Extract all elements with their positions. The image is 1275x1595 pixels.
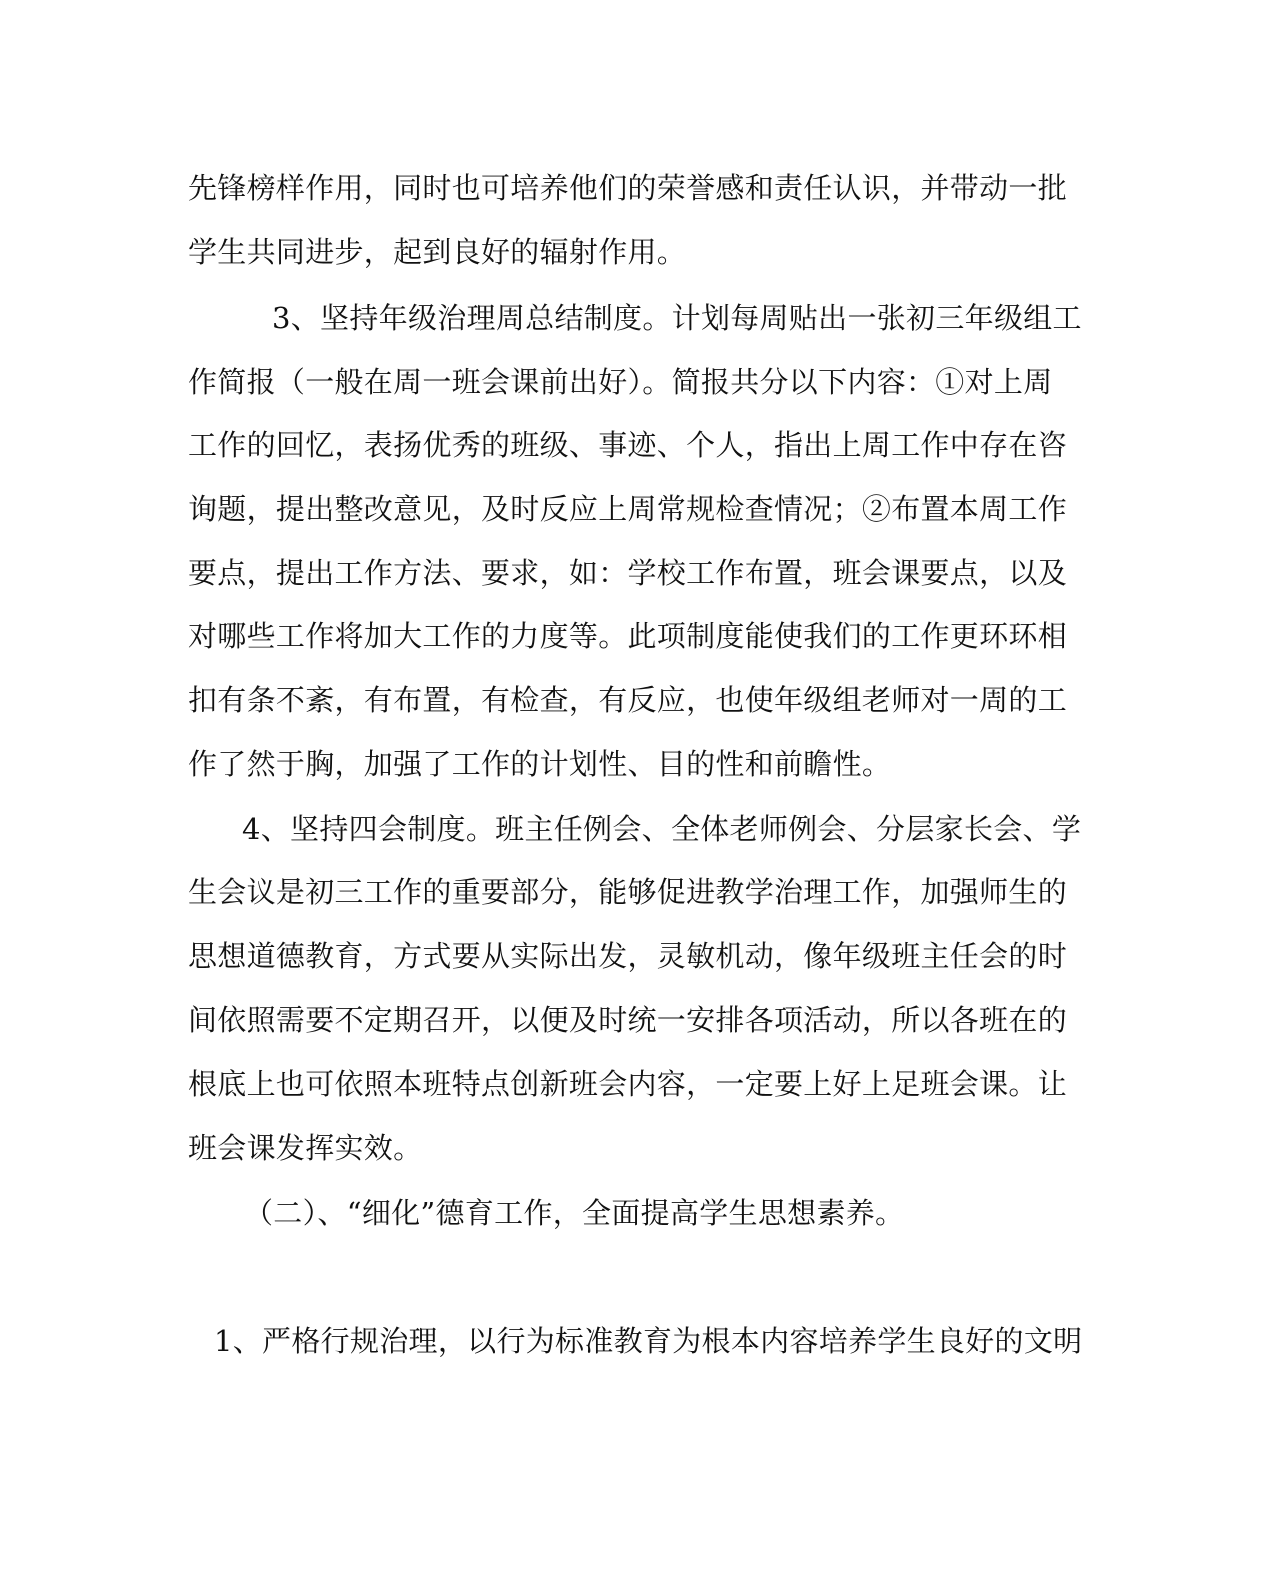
text-line: 要点，提出工作方法、要求，如：学校工作布置，班会课要点，以及 — [188, 556, 1068, 590]
text-line: 学生共同进步，起到良好的辐射作用。 — [188, 235, 687, 269]
text-line: 对哪些工作将加大工作的力度等。此项制度能使我们的工作更环环相 — [188, 619, 1068, 653]
text-line: 班会课发挥实效。 — [188, 1131, 423, 1165]
text-line: 先锋榜样作用，同时也可培养他们的荣誉感和责任认识，并带动一批 — [188, 171, 1068, 205]
text-line: 作了然于胸，加强了工作的计划性、目的性和前瞻性。 — [188, 747, 892, 781]
text-line: 思想道德教育，方式要从实际出发，灵敏机动，像年级班主任会的时 — [188, 939, 1068, 973]
text-line: 1、严格行规治理，以行为标准教育为根本内容培养学生良好的文明 — [214, 1324, 1083, 1358]
text-line: 作简报（一般在周一班会课前出好）。简报共分以下内容：①对上周 — [188, 365, 1053, 399]
text-line: 3、坚持年级治理周总结制度。计划每周贴出一张初三年级组工 — [272, 301, 1082, 335]
text-line: 扣有条不紊，有布置，有检查，有反应，也使年级组老师对一周的工 — [188, 683, 1068, 717]
text-line: 根底上也可依照本班特点创新班会内容，一定要上好上足班会课。让 — [188, 1067, 1068, 1101]
text-line: 工作的回忆，表扬优秀的班级、事迹、个人，指出上周工作中存在咨 — [188, 428, 1068, 462]
text-line: 生会议是初三工作的重要部分，能够促进教学治理工作，加强师生的 — [188, 875, 1068, 909]
text-line: 4、坚持四会制度。班主任例会、全体老师例会、分层家长会、学 — [242, 812, 1082, 846]
text-line: 询题，提出整改意见，及时反应上周常规检查情况；②布置本周工作 — [188, 492, 1068, 526]
heading-line: （二）、“细化”德育工作，全面提高学生思想素养。 — [244, 1196, 905, 1230]
text-line: 间依照需要不定期召开，以便及时统一安排各项活动，所以各班在的 — [188, 1003, 1068, 1037]
